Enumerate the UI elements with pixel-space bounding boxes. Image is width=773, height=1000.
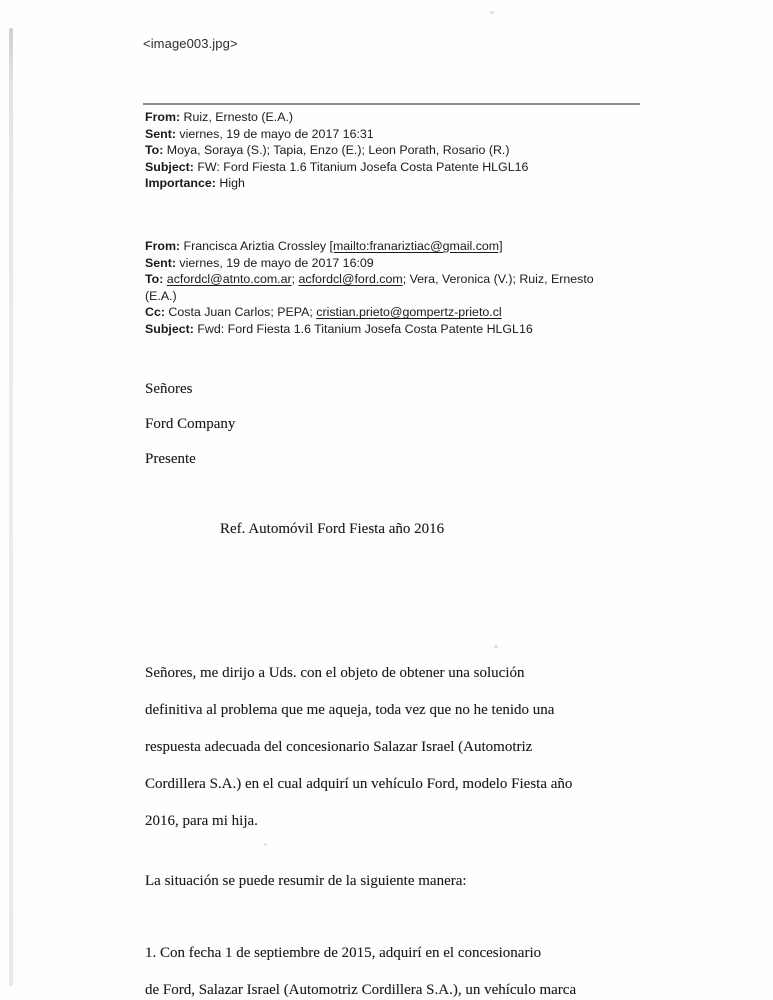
from-label: From: [145, 110, 181, 124]
to-label: To: [145, 272, 164, 287]
paragraph-line: Cordillera S.A.) en el cual adquirí un vehículo Ford, modelo Fiesta año [145, 776, 573, 792]
header-line-subject [145, 321, 594, 338]
body-list-item-1 [145, 935, 576, 1000]
sent-value: viernes, 19 de mayo de 2017 16:31 [175, 126, 374, 141]
header-line-to-wrap: (E.A.) [145, 288, 177, 303]
subject-label: Subject: [145, 159, 194, 174]
salutation-line-2: Ford Company [145, 416, 236, 432]
from-value: Ruiz, Ernesto (E.A.) [180, 110, 294, 124]
paragraph-line: definitiva al problema que me aqueja, toda vez que no he tenido una [145, 702, 555, 718]
subject-value: FW: Ford Fiesta 1.6 Titanium Josefa Costa Patente HLGL16 [193, 159, 529, 174]
email-header-inner [145, 238, 594, 338]
subject-label: Subject: [145, 321, 194, 336]
header-line-from [145, 109, 528, 126]
separator: ; [291, 272, 299, 287]
header-line-to [145, 142, 528, 159]
from-name: Francisca Ariztia Crossley [180, 239, 330, 253]
sender-mailto-link[interactable]: [mailto:franariztiac@gmail.com] [329, 239, 503, 253]
cc-email-link[interactable]: cristian.prieto@gompertz-prieto.cl [316, 305, 502, 320]
scan-speckle [494, 645, 498, 648]
email-header-outer [145, 109, 528, 192]
salutation-line-3: Presente [145, 451, 196, 467]
cc-names: Costa Juan Carlos; PEPA; [164, 305, 317, 320]
header-line-sent [145, 126, 528, 143]
scan-speckle [264, 843, 267, 846]
paragraph-line: 1. Con fecha 1 de septiembre de 2015, adquirí en el concesionario [145, 945, 542, 961]
to-email-link-2[interactable]: acfordcl@ford.com [298, 272, 403, 287]
header-line-from [145, 238, 594, 255]
scan-page-edge-artifact [9, 28, 13, 986]
header-line-to [145, 271, 594, 288]
sent-value: viernes, 19 de mayo de 2017 16:09 [175, 255, 374, 270]
paragraph-line: de Ford, Salazar Israel (Automotriz Cordillera S.A.), un vehículo marca [145, 982, 577, 998]
to-label: To: [145, 143, 164, 158]
subject-value: Fwd: Ford Fiesta 1.6 Titanium Josefa Costa Patente HLGL16 [193, 321, 533, 336]
inline-image-placeholder: <image003.jpg> [143, 36, 238, 51]
cc-label: Cc: [145, 305, 165, 320]
header-line-subject [145, 159, 528, 176]
to-rest: ; Vera, Veronica (V.); Ruiz, Ernesto [402, 272, 594, 287]
importance-label: Importance: [145, 176, 216, 191]
sent-label: Sent: [145, 255, 176, 270]
body-paragraph-2: La situación se puede resumir de la siguiente manera: [145, 873, 467, 889]
paragraph-line: respuesta adecuada del concesionario Salazar Israel (Automotriz [145, 739, 533, 755]
salutation-line-1: Señores [145, 381, 193, 397]
header-line-sent [145, 255, 594, 272]
to-email-link-1[interactable]: acfordcl@atnto.com.ar [166, 272, 292, 287]
body-paragraph-1 [145, 655, 572, 840]
paragraph-line: 2016, para mi hija. [145, 813, 258, 829]
importance-value: High [215, 176, 245, 191]
sent-label: Sent: [145, 126, 176, 141]
header-line-importance [145, 175, 528, 192]
to-value: Moya, Soraya (S.); Tapia, Enzo (E.); Leon Porath, Rosario (R.) [163, 143, 510, 158]
from-label: From: [145, 239, 181, 253]
header-divider-line [143, 103, 640, 105]
paragraph-line: Señores, me dirijo a Uds. con el objeto de obtener una solución [145, 665, 525, 681]
scan-speckle [490, 11, 494, 14]
reference-line: Ref. Automóvil Ford Fiesta año 2016 [220, 521, 445, 537]
header-line-cc [145, 304, 594, 321]
